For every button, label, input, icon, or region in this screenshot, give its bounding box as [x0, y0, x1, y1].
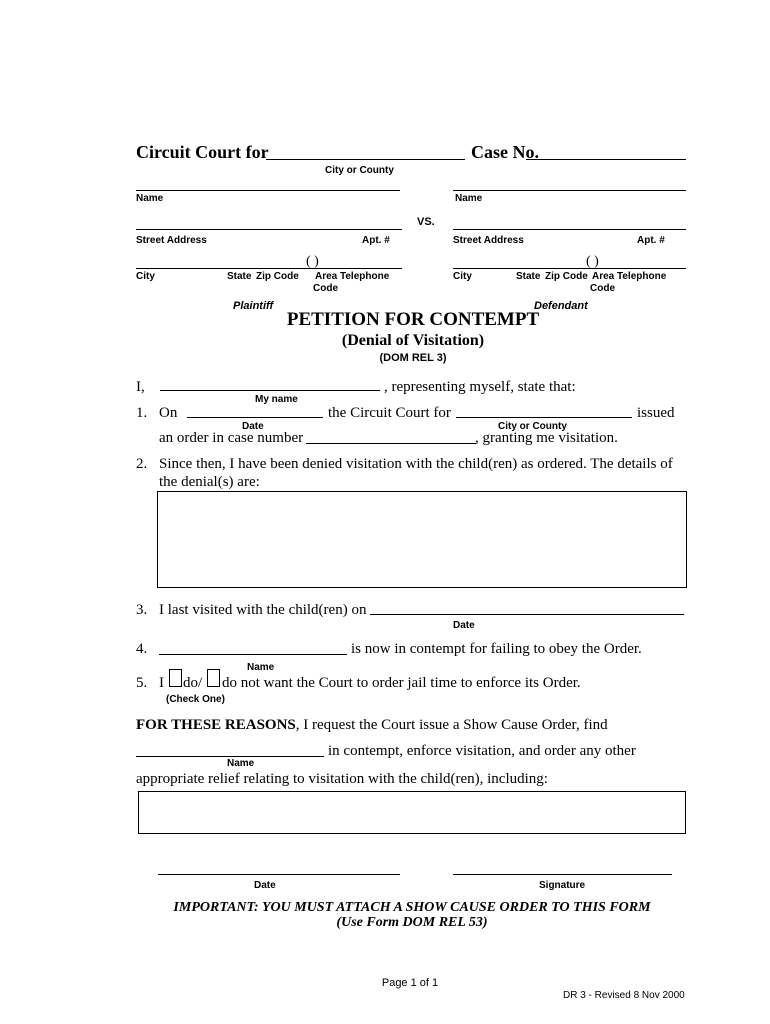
defendant-city-caption: City: [453, 271, 472, 282]
plaintiff-name-caption: Name: [136, 193, 164, 204]
intro-prefix: I,: [136, 379, 145, 395]
item4-text: is now in contempt for failing to obey the Order.: [351, 641, 642, 657]
plaintiff-city-caption: City: [136, 271, 155, 282]
important-line1: IMPORTANT: YOU MUST ATTACH A SHOW CAUSE ORDER TO THIS FORM: [173, 900, 651, 915]
signature-date-caption: Date: [254, 880, 276, 891]
defendant-zip-caption: Zip Code: [545, 271, 588, 282]
page-number: Page 1 of 1: [381, 977, 439, 989]
plaintiff-city-field[interactable]: [136, 268, 402, 269]
contempt-name-field[interactable]: [159, 654, 347, 655]
defendant-code-caption: Code: [590, 283, 615, 294]
item1-number: 1.: [136, 405, 148, 421]
my-name-caption: My name: [255, 394, 298, 405]
plaintiff-telephone-caption: Telephone: [340, 271, 390, 282]
plaintiff-code-caption: Code: [313, 283, 338, 294]
case-number-label: Case No.: [471, 142, 539, 162]
last-visit-date-field[interactable]: [370, 614, 684, 615]
reasons-line1: [136, 716, 608, 734]
form-title: PETITION FOR CONTEMPT: [286, 309, 540, 330]
item5-i: I: [159, 675, 164, 691]
important-line2: (Use Form DOM REL 53): [336, 915, 488, 930]
plaintiff-phone-paren: ( ): [306, 254, 319, 269]
defendant-street-field[interactable]: [453, 229, 686, 230]
plaintiff-apt-caption: Apt. #: [362, 235, 390, 246]
case-number-order-field[interactable]: [306, 443, 476, 444]
reasons-line1-rest: , I request the Court issue a Show Cause Order, find: [295, 717, 608, 733]
reasons-name-caption: Name: [227, 758, 255, 769]
my-name-field[interactable]: [160, 390, 380, 391]
defendant-name-caption: Name: [455, 193, 483, 204]
item5-do: do/: [183, 675, 203, 691]
item1-line2-prefix: an order in case number: [159, 430, 304, 446]
item3-text: I last visited with the child(ren) on: [159, 602, 367, 618]
plaintiff-area-caption: Area: [315, 271, 338, 282]
city-county-caption: City or County: [325, 165, 394, 176]
vs-label: VS.: [417, 216, 435, 228]
court-label: Circuit Court for: [136, 142, 269, 162]
item3-number: 3.: [136, 602, 148, 618]
item1-line2-suffix: , granting me visitation.: [475, 430, 618, 446]
signature-caption: Signature: [539, 880, 586, 891]
defendant-role-label: Defendant: [534, 300, 588, 312]
plaintiff-state-caption: State: [227, 271, 252, 282]
last-visit-date-caption: Date: [453, 620, 475, 631]
do-not-checkbox[interactable]: [207, 669, 220, 687]
signature-field[interactable]: [453, 874, 672, 875]
item2-number: 2.: [136, 456, 148, 472]
item2-line1: Since then, I have been denied visitation with the child(ren) as ordered. The details of: [159, 456, 673, 472]
intro-suffix: , representing myself, state that:: [384, 379, 576, 395]
defendant-area-caption: Area: [592, 271, 615, 282]
item1-court-text: the Circuit Court for: [328, 405, 451, 421]
item5-text: do not want the Court to order jail time to enforce its Order.: [222, 675, 581, 691]
order-county-caption: City or County: [498, 421, 567, 432]
other-relief-box[interactable]: [138, 791, 686, 834]
check-one-caption: (Check One): [166, 694, 225, 705]
court-county-field[interactable]: [266, 159, 465, 160]
plaintiff-street-caption: Street Address: [136, 235, 207, 246]
defendant-state-caption: State: [516, 271, 541, 282]
item2-line2: the denial(s) are:: [159, 474, 260, 490]
reasons-bold: FOR THESE REASONS: [136, 717, 296, 733]
form-subtitle: (Denial of Visitation): [341, 332, 485, 349]
plaintiff-street-field[interactable]: [136, 229, 402, 230]
order-date-caption: Date: [242, 421, 264, 432]
defendant-phone-paren: ( ): [586, 254, 599, 269]
defendant-city-field[interactable]: [453, 268, 686, 269]
form-code: (DOM REL 3): [379, 352, 447, 364]
item4-number: 4.: [136, 641, 148, 657]
item5-number: 5.: [136, 675, 148, 691]
plaintiff-zip-caption: Zip Code: [256, 271, 299, 282]
plaintiff-name-field[interactable]: [136, 190, 400, 191]
defendant-name-field[interactable]: [453, 190, 686, 191]
denial-details-box[interactable]: [157, 491, 687, 588]
plaintiff-role-label: Plaintiff: [233, 300, 274, 312]
order-date-field[interactable]: [187, 417, 323, 418]
contempt-name-caption: Name: [247, 662, 275, 673]
order-county-field[interactable]: [456, 417, 632, 418]
do-checkbox[interactable]: [169, 669, 182, 687]
defendant-street-caption: Street Address: [453, 235, 524, 246]
item1-issued: issued: [637, 405, 675, 421]
form-revision: DR 3 - Revised 8 Nov 2000: [563, 990, 685, 1001]
defendant-telephone-caption: Telephone: [617, 271, 667, 282]
case-number-field[interactable]: [526, 159, 686, 160]
defendant-apt-caption: Apt. #: [637, 235, 665, 246]
reasons-line2-rest: in contempt, enforce visitation, and order any other: [328, 743, 636, 759]
item1-on: On: [159, 405, 178, 421]
signature-date-field[interactable]: [158, 874, 400, 875]
reasons-line3: appropriate relief relating to visitation with the child(ren), including:: [136, 771, 548, 787]
reasons-name-field[interactable]: [136, 756, 324, 757]
